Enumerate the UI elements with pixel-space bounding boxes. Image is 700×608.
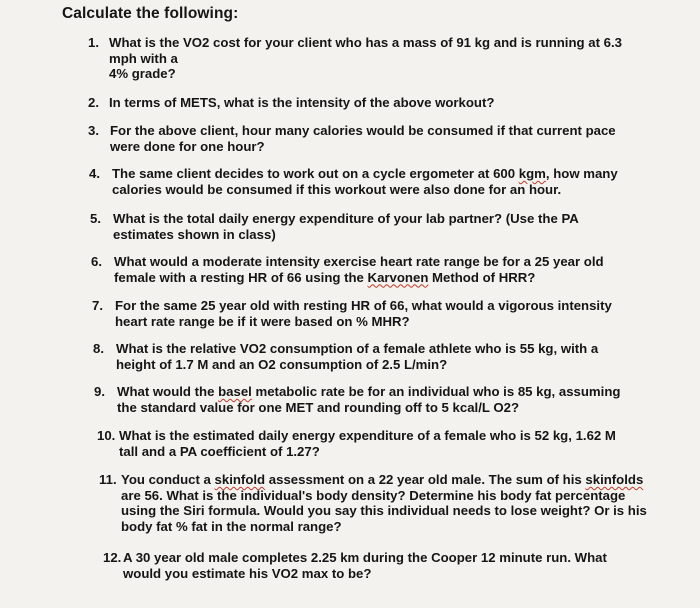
question-3 bbox=[88, 123, 616, 154]
spellcheck-word: kgm bbox=[518, 166, 546, 181]
spellcheck-word: skinfold bbox=[214, 472, 266, 487]
question-number: 12. bbox=[103, 550, 122, 565]
question-number: 8. bbox=[93, 341, 104, 356]
question-number: 5. bbox=[90, 211, 101, 226]
spellcheck-word: basel bbox=[218, 384, 252, 399]
question-text: The same client decides to work out on a cycle ergometer at 600 kgm, how many calories would be consumed if this workout were also done for an hour. bbox=[112, 166, 618, 197]
question-number: 9. bbox=[94, 384, 105, 399]
question-5 bbox=[90, 211, 579, 242]
question-7 bbox=[92, 298, 612, 329]
question-text: What is the relative VO2 consumption of a female athlete who is 55 kg, with a height of 1.7 M and an O2 consumption of 2.5 L/min? bbox=[116, 341, 599, 372]
spellcheck-word: skinfolds bbox=[585, 472, 644, 487]
question-8 bbox=[93, 341, 598, 372]
question-number: 3. bbox=[88, 123, 99, 138]
question-10 bbox=[97, 428, 616, 459]
question-4 bbox=[89, 166, 618, 197]
question-number: 7. bbox=[92, 298, 103, 313]
question-number: 10. bbox=[97, 428, 116, 443]
question-text: What is the VO2 cost for your client who has a mass of 91 kg and is running at 6.3 mph with a 4% grade? bbox=[109, 35, 622, 82]
question-number: 4. bbox=[89, 166, 100, 181]
question-number: 11. bbox=[99, 472, 117, 487]
question-text: For the same 25 year old with resting HR of 66, what would a vigorous intensity heart rate range be if it were based on % MHR? bbox=[115, 298, 612, 329]
page-heading: Calculate the following: bbox=[62, 5, 239, 22]
question-12 bbox=[103, 550, 607, 581]
question-text: What is the estimated daily energy expenditure of a female who is 52 kg, 1.62 M tall and a PA coefficient of 1.27? bbox=[119, 428, 616, 459]
question-text: In terms of METS, what is the intensity of the above workout? bbox=[109, 95, 495, 110]
question-6 bbox=[91, 254, 604, 285]
question-text: What would the basel metabolic rate be for an individual who is 85 kg, assuming the standard value for one MET and rounding off to 5 kcal/L O2? bbox=[117, 384, 621, 415]
question-text: A 30 year old male completes 2.25 km during the Cooper 12 minute run. What would you estimate his VO2 max to be? bbox=[123, 550, 607, 581]
question-text: What is the total daily energy expenditure of your lab partner? (Use the PA estimates shown in class) bbox=[113, 211, 579, 242]
question-text: For the above client, hour many calories would be consumed if that current pace were done for one hour? bbox=[110, 123, 616, 154]
question-number: 1. bbox=[88, 35, 99, 50]
question-text: What would a moderate intensity exercise heart rate range be for a 25 year old female with a resting HR of 66 using the Karvonen Method of HRR? bbox=[114, 254, 604, 285]
question-9 bbox=[94, 384, 620, 415]
question-number: 6. bbox=[91, 254, 102, 269]
question-1 bbox=[88, 35, 622, 82]
question-11 bbox=[99, 472, 647, 534]
question-2 bbox=[88, 95, 494, 111]
question-number: 2. bbox=[88, 95, 99, 110]
question-text: You conduct a skinfold assessment on a 22 year old male. The sum of his skinfolds are 56. What is the individual's body density? Determine his body fat percentage using the Siri formula. Would you say this individual needs to lose weight? Or is his body fat % fat in the normal range? bbox=[121, 472, 647, 534]
spellcheck-word: Karvonen bbox=[367, 269, 429, 285]
